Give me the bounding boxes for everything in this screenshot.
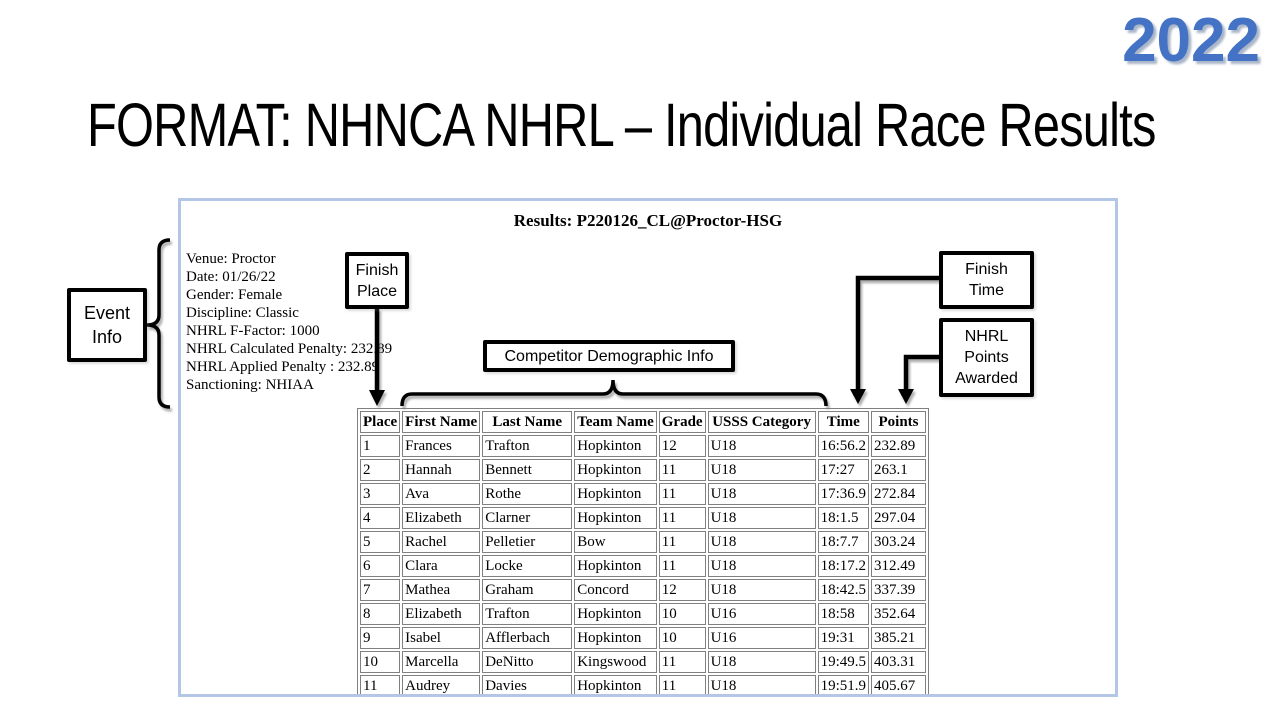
column-header: First Name	[402, 411, 480, 433]
table-cell: Mathea	[402, 579, 480, 601]
table-cell: 19:49.5	[818, 651, 869, 673]
table-cell: U18	[708, 555, 816, 577]
table-cell: 352.64	[871, 603, 926, 625]
event-info-line: Date: 01/26/22	[186, 269, 276, 285]
table-cell: U18	[708, 531, 816, 553]
table-row	[360, 555, 926, 577]
column-header: Team Name	[574, 411, 657, 433]
table-cell: Graham	[482, 579, 572, 601]
table-row	[360, 603, 926, 625]
table-cell: 403.31	[871, 651, 926, 673]
event-info-line: Discipline: Classic	[186, 305, 299, 321]
table-cell: 10	[659, 603, 706, 625]
table-cell: 18:42.5	[818, 579, 869, 601]
callout-line: Awarded	[955, 370, 1018, 387]
table-cell: 11	[659, 483, 706, 505]
table-cell: 297.04	[871, 507, 926, 529]
table-cell: U16	[708, 603, 816, 625]
column-header: Grade	[659, 411, 706, 433]
table-cell: 10	[659, 627, 706, 649]
table-cell: Clara	[402, 555, 480, 577]
table-cell: Pelletier	[482, 531, 572, 553]
table-cell: Kingswood	[574, 651, 657, 673]
table-cell: 17:27	[818, 459, 869, 481]
callout-line: Points	[964, 349, 1009, 366]
table-cell: 303.24	[871, 531, 926, 553]
table-cell: Trafton	[482, 435, 572, 457]
table-cell: Concord	[574, 579, 657, 601]
table-cell: Clarner	[482, 507, 572, 529]
table-cell: 11	[659, 459, 706, 481]
table-cell: U18	[708, 459, 816, 481]
table-cell: Hopkinton	[574, 435, 657, 457]
table-cell: Rachel	[402, 531, 480, 553]
table-header-row	[360, 411, 926, 433]
table-cell: 12	[659, 435, 706, 457]
table-cell: 9	[360, 627, 400, 649]
table-row	[360, 627, 926, 649]
callout-event-info	[67, 288, 147, 362]
table-cell: U18	[708, 651, 816, 673]
table-cell: U18	[708, 435, 816, 457]
table-cell: U16	[708, 627, 816, 649]
table-cell: 11	[659, 555, 706, 577]
table-cell: DeNitto	[482, 651, 572, 673]
table-cell: Hannah	[402, 459, 480, 481]
table-row	[360, 507, 926, 529]
table-cell: Hopkinton	[574, 507, 657, 529]
event-info-line: Venue: Proctor	[186, 251, 276, 267]
table-row	[360, 651, 926, 673]
table-cell: Hopkinton	[574, 459, 657, 481]
callout-nhrl-points-awarded	[939, 318, 1034, 397]
table-cell: 4	[360, 507, 400, 529]
callout-competitor-demographic-info: Competitor Demographic Info	[483, 340, 735, 372]
table-cell: 232.89	[871, 435, 926, 457]
table-cell: 18:58	[818, 603, 869, 625]
table-cell: 263.1	[871, 459, 926, 481]
table-cell: 11	[659, 651, 706, 673]
event-info-line: Gender: Female	[186, 287, 283, 303]
table-row	[360, 459, 926, 481]
results-table	[357, 408, 929, 697]
results-heading: Results: P220126_CL@Proctor-HSG	[513, 211, 783, 230]
slide-title: FORMAT: NHNCA NHRL – Individual Race Results	[87, 91, 1156, 159]
table-cell: 312.49	[871, 555, 926, 577]
table-cell: Elizabeth	[402, 603, 480, 625]
table-cell: 11	[659, 675, 706, 697]
table-cell: Hopkinton	[574, 675, 657, 697]
table-cell: Elizabeth	[402, 507, 480, 529]
column-header: Place	[360, 411, 400, 433]
table-cell: Bennett	[482, 459, 572, 481]
table-cell: Locke	[482, 555, 572, 577]
table-cell: U18	[708, 507, 816, 529]
table-cell: 272.84	[871, 483, 926, 505]
table-cell: 12	[659, 579, 706, 601]
table-row	[360, 675, 926, 697]
event-info-brace	[147, 240, 170, 407]
table-cell: 385.21	[871, 627, 926, 649]
event-info-line: Sanctioning: NHIAA	[186, 377, 314, 393]
table-cell: 7	[360, 579, 400, 601]
table-cell: 1	[360, 435, 400, 457]
table-cell: Trafton	[482, 603, 572, 625]
table-cell: 19:51.9	[818, 675, 869, 697]
table-cell: 405.67	[871, 675, 926, 697]
table-cell: Rothe	[482, 483, 572, 505]
table-cell: 16:56.2	[818, 435, 869, 457]
table-cell: 19:31	[818, 627, 869, 649]
table-cell: 10	[360, 651, 400, 673]
callout-line: Place	[356, 282, 398, 300]
table-row	[360, 531, 926, 553]
table-cell: U18	[708, 675, 816, 697]
callout-finish-time	[939, 251, 1034, 309]
table-cell: 5	[360, 531, 400, 553]
table-cell: Davies	[482, 675, 572, 697]
event-info-line: NHRL Calculated Penalty: 232.89	[186, 341, 393, 357]
table-cell: 11	[659, 507, 706, 529]
table-row	[360, 435, 926, 457]
table-cell: Isabel	[402, 627, 480, 649]
table-cell: U18	[708, 483, 816, 505]
column-header: Last Name	[482, 411, 572, 433]
callout-line: Time	[969, 282, 1004, 299]
table-cell: Audrey	[402, 675, 480, 697]
table-cell: Marcella	[402, 651, 480, 673]
table-cell: 8	[360, 603, 400, 625]
table-cell: 18:7.7	[818, 531, 869, 553]
table-cell: Hopkinton	[574, 603, 657, 625]
year-label: 2022	[1122, 6, 1260, 75]
table-row	[360, 579, 926, 601]
callout-line: NHRL	[964, 328, 1009, 345]
table-cell: 3	[360, 483, 400, 505]
table-cell: 11	[659, 531, 706, 553]
table-cell: Hopkinton	[574, 483, 657, 505]
column-header: Time	[818, 411, 869, 433]
table-cell: Hopkinton	[574, 555, 657, 577]
table-cell: U18	[708, 579, 816, 601]
table-cell: 337.39	[871, 579, 926, 601]
callout-line: Finish	[355, 261, 399, 279]
callout-line: Event	[83, 303, 131, 323]
results-table-body	[360, 435, 926, 697]
callout-line: Finish	[965, 261, 1008, 278]
table-cell: 18:1.5	[818, 507, 869, 529]
event-info-line: NHRL F-Factor: 1000	[186, 323, 320, 339]
table-cell: 11	[360, 675, 400, 697]
table-cell: 17:36.9	[818, 483, 869, 505]
callout-line: Info	[91, 327, 123, 347]
column-header: USSS Category	[708, 411, 816, 433]
table-row	[360, 483, 926, 505]
table-cell: Bow	[574, 531, 657, 553]
column-header: Points	[871, 411, 926, 433]
table-cell: 6	[360, 555, 400, 577]
event-info-line: NHRL Applied Penalty : 232.89	[186, 359, 380, 375]
table-cell: 18:17.2	[818, 555, 869, 577]
table-cell: Hopkinton	[574, 627, 657, 649]
table-cell: 2	[360, 459, 400, 481]
table-cell: Ava	[402, 483, 480, 505]
callout-finish-place	[345, 252, 409, 309]
table-cell: Frances	[402, 435, 480, 457]
table-cell: Afflerbach	[482, 627, 572, 649]
